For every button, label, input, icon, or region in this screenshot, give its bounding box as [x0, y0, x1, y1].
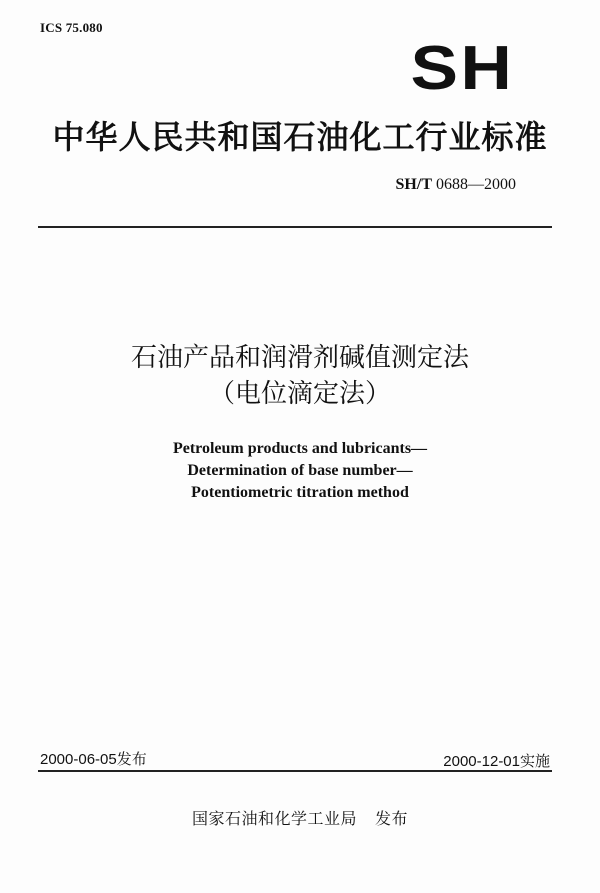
english-title — [0, 438, 600, 504]
english-title-line1: Petroleum products and lubricants— — [172, 440, 428, 457]
chinese-title-line1: 石油产品和润滑剂碱值测定法 — [130, 343, 469, 373]
issuer-name: 国家石油和化学工业局 — [191, 809, 357, 828]
issuing-authority — [0, 806, 600, 829]
chinese-title-line2: （电位滴定法） — [208, 379, 391, 409]
chinese-title — [0, 340, 600, 412]
ics-code: ICS 75.080 — [40, 20, 103, 35]
standard-category-title: 中华人民共和国石油化工行业标准 — [52, 118, 548, 156]
standard-number — [396, 176, 516, 194]
english-title-line3: Potentiometric titration method — [191, 484, 409, 501]
header-divider — [38, 226, 552, 228]
implementation-date: 2000-12-01实施 — [443, 753, 550, 770]
sh-logo: SH — [410, 34, 514, 103]
issuer-action: 发布 — [375, 809, 409, 828]
issue-date: 2000-06-05发布 — [40, 751, 147, 768]
standard-prefix: SH/T — [395, 176, 432, 193]
footer-divider — [38, 770, 552, 772]
english-title-line2: Determination of base number— — [187, 462, 413, 479]
standard-code-number: 0688—2000 — [436, 176, 516, 193]
